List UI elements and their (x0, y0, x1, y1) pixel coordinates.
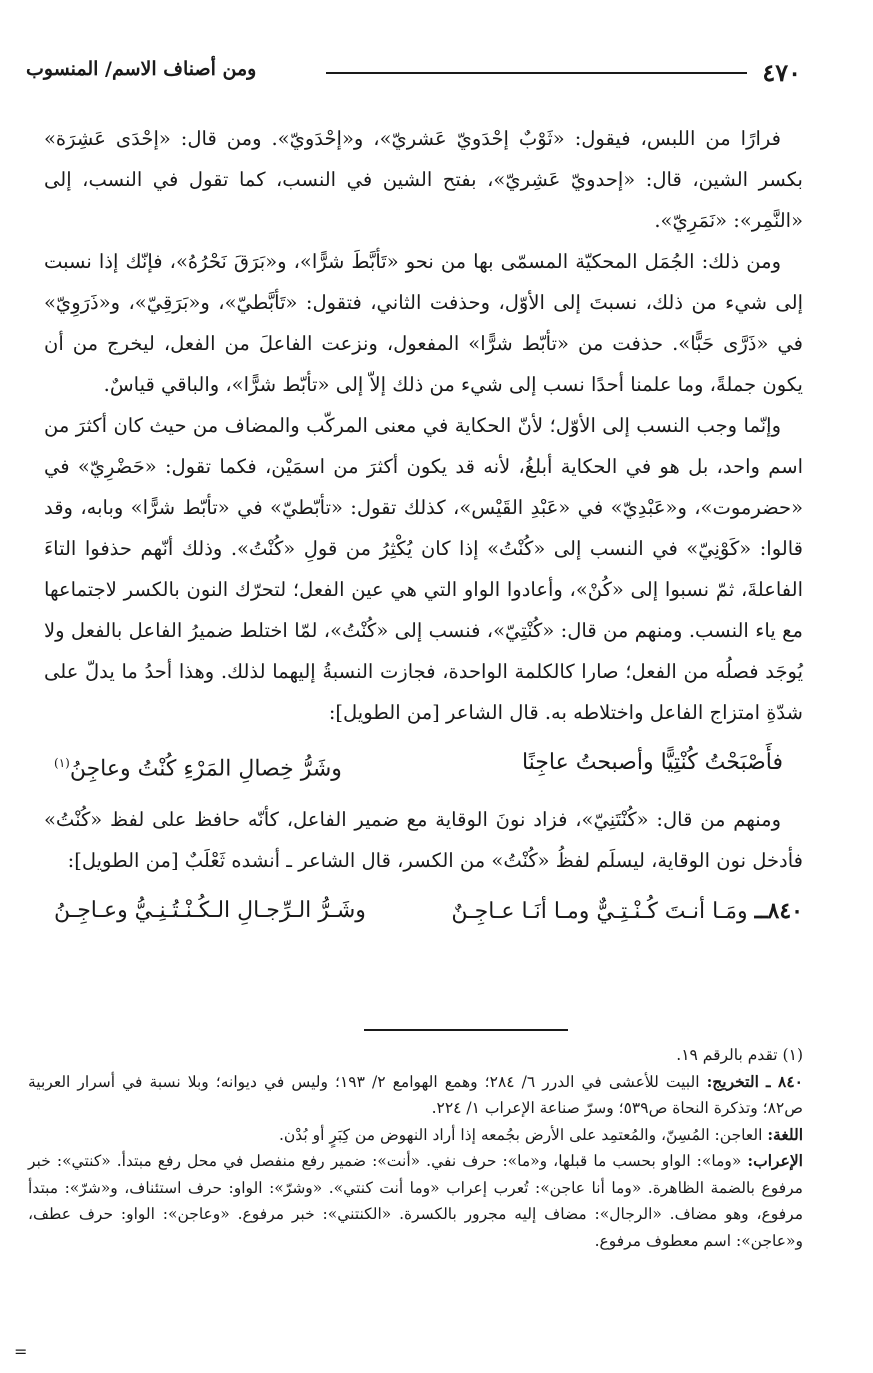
verse-840-number: ٨٤٠ــ (754, 898, 803, 925)
running-title: ومن أصناف الاسم/ المنسوب (26, 58, 257, 80)
takhrij-text: البيت للأعشى في الدرر ٦/ ٢٨٤؛ وهمع الهوامع ٢/ ١٩٣؛ وليس في ديوانه؛ وبلا نسبة في أسرار العربية ص٨٢؛ وتذكرة النحاة ص٥٣٩؛ وسرّ صناعة الإعراب ١/ ٢٢٤. (28, 1072, 803, 1117)
irab-text: «وما»: الواو بحسب ما قبلها، و«ما»: حرف نفي. «أنت»: ضمير رفع منفصل في محل رفع مبتدأ. «كنتي»: خبر مرفوع بالضمة الظاهرة. «وما أنا عاجن»: تُعرب إعراب «وما أنت كنتي». «وشرّ»: الواو: حرف استئناف، و«شرّ»: مبتدأ مرفوع، وهو مضاف. «الرجال»: مضاف إليه مجرور بالكسرة. «الكنتني»: خبر مرفوع. «وعاجن»: الواو: حرف عطف، و«عاجن»: اسم معطوف مرفوع. (28, 1152, 803, 1250)
verse-1-second-hemistich (54, 737, 342, 795)
verse-840 (54, 885, 803, 938)
paragraph-1: فرارًا من اللبس، فيقول: «ثَوْبٌ إحْدَويّ عَشريّ»، و«إحْدَويّ». ومن قال: «إحْدَى عَشِرَة» بكسر الشين، قال: «إحدويّ عَشِريّ»، بفتح الشين في النسب، كما تقول في النسب، إلى «النَّمِر»: «نَمَرِيّ». (44, 127, 803, 232)
footnote-840-takhrij (28, 1069, 803, 1122)
footnote-rule (364, 1029, 568, 1031)
header-rule (326, 72, 747, 74)
footnotes (28, 1042, 803, 1254)
lugha-label: اللغة: (767, 1124, 803, 1144)
footnote-840-lugha (28, 1122, 803, 1149)
page-number: ٤٧٠ (762, 58, 801, 87)
footnote-1: (١) تقدم بالرقم ١٩. (676, 1046, 803, 1064)
margin-mark: = (14, 1342, 28, 1361)
verse-1-second-hemistich-text: وشَرُّ خِصالِ المَرْءِ كُنْتُ وعاجِنُ (69, 756, 342, 782)
main-text (44, 118, 803, 942)
verse-840-first-hemistich (451, 885, 803, 938)
lugha-text: العاجن: المُسِنّ، والمُعتمِد على الأرض بجُمعه إذا أراد النهوض من كِبَرٍ أو بُدْن. (278, 1125, 763, 1144)
paragraph-2: ومن ذلك: الجُمَل المحكيّة المسمّى بها من نحو «تَأبَّطَ شرًّا»، و«بَرَقَ نَحْرُهُ»، فإنّك إذا نسبت إلى شيء من ذلك، نسبتَ إلى الأوّل، وحذفت الثاني، فتقول: «تَأبَّطيّ»، و«بَرَقِيّ»، و«ذَرَوِيّ» في «ذَرَّى حَبًّا». حذفت من «تأبّط شرًّا» المفعول، ونزعت الفاعلَ من الفعل، ليخرج من أن يكون جملةً، وما علمنا أحدًا نسب إلى شيء من ذلك إلاّ إلى «تأبّط شرًّا»، والباقي قياسٌ. (44, 250, 803, 396)
footnote-840-number: ٨٤٠ ـ (765, 1071, 804, 1091)
verse-840-second-hemistich: وشَـرُّ الـرِّجـالِ الـكُـنْـتُـنِـيُّ وعـاجِـنُ (54, 898, 366, 924)
footnote-ref-1: (١) (54, 756, 70, 770)
verse-1-first-hemistich: فأَصْبَحْتُ كُنْتِيًّا وأصبحتُ عاجِنًا (521, 750, 783, 775)
page-header (26, 58, 801, 88)
takhrij-label: التخريج: (706, 1071, 759, 1091)
verse-1 (54, 737, 783, 795)
verse-840-first-hemistich-text: ومَـا أنـتَ كُـنْـتِـيٌّ ومـا أنَـا عـاجِـنٌ (451, 899, 748, 925)
paragraph-4: ومنهم من قال: «كُنْتَنِيّ»، فزاد نونَ الوقاية مع ضمير الفاعل، كأنّه حافظ على لفظ «كُنْتُ» فأدخل نون الوقاية، ليسلَم لفظُ «كُنْتُ» من الكسر، قال الشاعر ـ أنشده ثَعْلَبٌ [من الطويل]: (44, 808, 803, 873)
irab-label: الإعراب: (747, 1151, 803, 1170)
footnote-840-irab (28, 1148, 803, 1254)
paragraph-3: وإنّما وجب النسب إلى الأوّل؛ لأنّ الحكاية في معنى المركّب والمضاف من حيث كان أكثرَ من اسم واحد، بل هو في الحكاية أبلغُ، لأنه قد يكون أكثرَ من اسمَيْن، فكما تقول: «حَضْرِيّ» في «حضرموت»، و«عَبْدِيّ» في «عَبْدِ القَيْس»، كذلك تقول: «تأبّطيّ» في «تأبّط شرًّا» وبابه، وقد قالوا: «كَوْنِيّ» في النسب إلى «كُنْتُ» إذا كان يُكْثِرُ من قولِ «كُنْتُ». وذلك أنّهم حذفوا التاءَ الفاعلةَ، ثمّ نسبوا إلى «كُنْ»، وأعادوا الواو التي هي عين الفعل؛ لتحرّك النون بالكسر لاجتماعها مع ياء النسب. ومنهم من قال: «كُنْتِيّ»، فنسب إلى «كُنْتُ»، لمّا اختلط ضميرُ الفاعل بالفعل ولا يُوجَد فصلُه من الفعل؛ صارا كالكلمة الواحدة، فجازت النسبةُ إليهما لذلك. وهذا أحدُ ما يدلّ على شدّةِ امتزاج الفاعل واختلاطه به. قال الشاعر [من الطويل]: (44, 414, 803, 724)
